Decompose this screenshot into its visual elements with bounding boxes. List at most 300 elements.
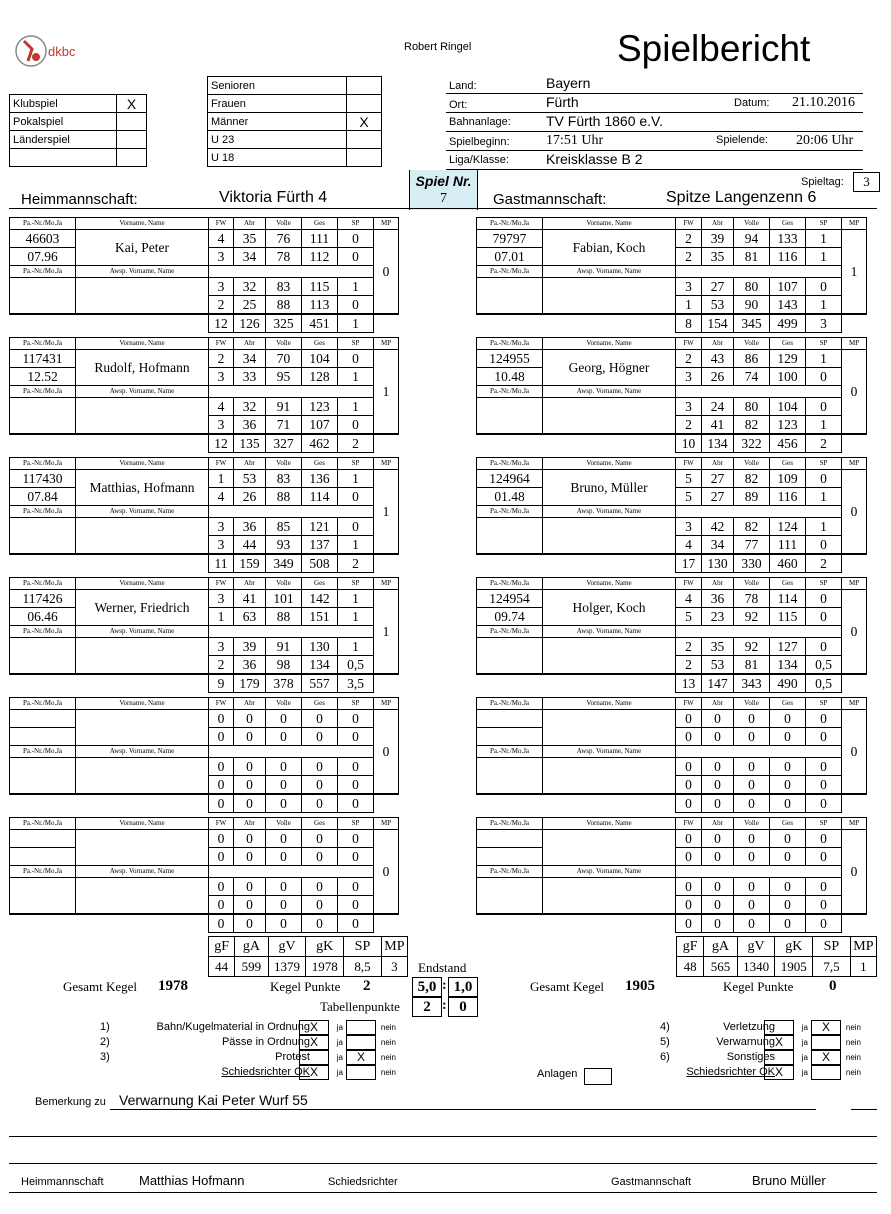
- score-cell[interactable]: 0: [266, 758, 302, 776]
- score-cell[interactable]: 0: [234, 848, 266, 866]
- game-type-mark[interactable]: [117, 149, 147, 167]
- player-mo[interactable]: [477, 728, 543, 746]
- sub-name[interactable]: [543, 638, 676, 675]
- score-cell[interactable]: 0: [676, 848, 702, 866]
- category-mark[interactable]: [347, 149, 382, 167]
- player-mo[interactable]: [10, 728, 76, 746]
- check-nein-box[interactable]: [346, 1035, 376, 1050]
- score-cell[interactable]: 0: [770, 728, 806, 746]
- score-cell[interactable]: 0: [338, 518, 374, 536]
- score-cell[interactable]: 0: [806, 758, 842, 776]
- score-cell[interactable]: 0: [702, 830, 734, 848]
- score-cell[interactable]: 0,5: [806, 656, 842, 675]
- score-cell[interactable]: 0: [806, 470, 842, 488]
- score-cell[interactable]: 0: [302, 728, 338, 746]
- score-cell[interactable]: 0: [676, 896, 702, 915]
- check-nein-box[interactable]: [811, 1065, 841, 1080]
- score-cell[interactable]: 1: [338, 590, 374, 608]
- player-mo[interactable]: 07.84: [10, 488, 76, 506]
- sub-pa[interactable]: [477, 878, 543, 915]
- score-cell[interactable]: 3: [209, 518, 234, 536]
- score-cell[interactable]: 85: [266, 518, 302, 536]
- score-cell[interactable]: 3: [676, 398, 702, 416]
- score-cell[interactable]: 34: [234, 350, 266, 368]
- sub-pa[interactable]: [477, 758, 543, 795]
- score-cell[interactable]: 0: [702, 710, 734, 728]
- score-cell[interactable]: 2: [676, 230, 702, 248]
- score-cell[interactable]: 0: [234, 878, 266, 896]
- score-cell[interactable]: 0: [806, 896, 842, 915]
- player-mp[interactable]: 0: [842, 830, 867, 915]
- player-mp[interactable]: 0: [374, 230, 399, 315]
- player-mp[interactable]: 0: [842, 470, 867, 555]
- score-cell[interactable]: 111: [302, 230, 338, 248]
- player-name[interactable]: [76, 710, 209, 746]
- score-cell[interactable]: 1: [806, 488, 842, 506]
- player-name[interactable]: [76, 830, 209, 866]
- score-cell[interactable]: 1: [338, 536, 374, 555]
- score-cell[interactable]: 0: [676, 830, 702, 848]
- score-cell[interactable]: 93: [266, 536, 302, 555]
- score-cell[interactable]: 0: [676, 710, 702, 728]
- sub-pa[interactable]: [10, 638, 76, 675]
- score-cell[interactable]: 0: [338, 248, 374, 266]
- score-cell[interactable]: 107: [302, 416, 338, 435]
- score-cell[interactable]: 0: [338, 758, 374, 776]
- score-cell[interactable]: 0: [806, 590, 842, 608]
- score-cell[interactable]: 0: [302, 878, 338, 896]
- score-cell[interactable]: 0: [266, 896, 302, 915]
- score-cell[interactable]: 0: [234, 758, 266, 776]
- player-name[interactable]: Fabian, Koch: [543, 230, 676, 266]
- sub-name[interactable]: [76, 638, 209, 675]
- player-pa[interactable]: [10, 710, 76, 728]
- score-cell[interactable]: 43: [702, 350, 734, 368]
- score-cell[interactable]: 128: [302, 368, 338, 386]
- score-cell[interactable]: 137: [302, 536, 338, 555]
- score-cell[interactable]: 109: [770, 470, 806, 488]
- category-mark[interactable]: [347, 77, 382, 95]
- score-cell[interactable]: 134: [770, 656, 806, 675]
- score-cell[interactable]: 0: [806, 536, 842, 555]
- score-cell[interactable]: 0: [806, 776, 842, 795]
- score-cell[interactable]: 23: [702, 608, 734, 626]
- score-cell[interactable]: 91: [266, 638, 302, 656]
- score-cell[interactable]: 36: [234, 656, 266, 675]
- sub-pa[interactable]: [477, 278, 543, 315]
- score-cell[interactable]: 0: [676, 776, 702, 795]
- player-pa[interactable]: 124955: [477, 350, 543, 368]
- player-pa[interactable]: 117431: [10, 350, 76, 368]
- score-cell[interactable]: 0: [734, 896, 770, 915]
- sub-name[interactable]: [76, 398, 209, 435]
- score-cell[interactable]: 0: [770, 878, 806, 896]
- score-cell[interactable]: 27: [702, 278, 734, 296]
- score-cell[interactable]: 0: [209, 728, 234, 746]
- player-mo[interactable]: 09.74: [477, 608, 543, 626]
- score-cell[interactable]: 39: [234, 638, 266, 656]
- score-cell[interactable]: 35: [234, 230, 266, 248]
- player-mp[interactable]: 1: [374, 350, 399, 435]
- score-cell[interactable]: 0: [338, 896, 374, 915]
- player-mp[interactable]: 0: [374, 830, 399, 915]
- check-nein-box[interactable]: X: [346, 1050, 376, 1065]
- score-cell[interactable]: 3: [676, 368, 702, 386]
- score-cell[interactable]: 0: [209, 878, 234, 896]
- check-ja-box[interactable]: [299, 1050, 329, 1065]
- check-nein-box[interactable]: [346, 1065, 376, 1080]
- score-cell[interactable]: 1: [338, 368, 374, 386]
- sub-pa[interactable]: [10, 518, 76, 555]
- score-cell[interactable]: 0: [234, 710, 266, 728]
- sub-pa[interactable]: [477, 638, 543, 675]
- score-cell[interactable]: 35: [702, 638, 734, 656]
- score-cell[interactable]: 121: [302, 518, 338, 536]
- score-cell[interactable]: 0: [338, 848, 374, 866]
- check-ja-box[interactable]: [764, 1050, 794, 1065]
- player-mo[interactable]: [10, 848, 76, 866]
- score-cell[interactable]: 0: [806, 728, 842, 746]
- score-cell[interactable]: 104: [770, 398, 806, 416]
- score-cell[interactable]: 0: [266, 830, 302, 848]
- score-cell[interactable]: 1: [338, 278, 374, 296]
- score-cell[interactable]: 0: [266, 710, 302, 728]
- score-cell[interactable]: 0: [806, 368, 842, 386]
- score-cell[interactable]: 0: [302, 896, 338, 915]
- score-cell[interactable]: 1: [806, 416, 842, 435]
- player-mp[interactable]: 1: [842, 230, 867, 315]
- score-cell[interactable]: 0: [770, 830, 806, 848]
- score-cell[interactable]: 136: [302, 470, 338, 488]
- score-cell[interactable]: 116: [770, 248, 806, 266]
- score-cell[interactable]: 112: [302, 248, 338, 266]
- score-cell[interactable]: 0: [770, 848, 806, 866]
- anlagen-box[interactable]: [584, 1068, 612, 1085]
- player-mo[interactable]: 06.46: [10, 608, 76, 626]
- game-type-mark[interactable]: [117, 113, 147, 131]
- score-cell[interactable]: 0: [702, 896, 734, 915]
- score-cell[interactable]: 2: [209, 656, 234, 675]
- score-cell[interactable]: 0: [266, 728, 302, 746]
- score-cell[interactable]: 0: [806, 710, 842, 728]
- player-pa[interactable]: 124964: [477, 470, 543, 488]
- player-name[interactable]: [543, 710, 676, 746]
- sub-name[interactable]: [76, 758, 209, 795]
- sub-pa[interactable]: [477, 398, 543, 435]
- score-cell[interactable]: 0: [770, 896, 806, 915]
- score-cell[interactable]: 0: [338, 488, 374, 506]
- score-cell[interactable]: 0: [338, 830, 374, 848]
- score-cell[interactable]: 0: [806, 830, 842, 848]
- sub-name[interactable]: [76, 278, 209, 315]
- score-cell[interactable]: 0: [338, 230, 374, 248]
- player-mo[interactable]: 01.48: [477, 488, 543, 506]
- score-cell[interactable]: 2: [676, 248, 702, 266]
- score-cell[interactable]: 5: [676, 608, 702, 626]
- category-mark[interactable]: [347, 131, 382, 149]
- score-cell[interactable]: 82: [734, 416, 770, 435]
- sub-pa[interactable]: [10, 878, 76, 915]
- score-cell[interactable]: 36: [234, 518, 266, 536]
- score-cell[interactable]: 0: [806, 278, 842, 296]
- score-cell[interactable]: 83: [266, 470, 302, 488]
- score-cell[interactable]: 0: [734, 710, 770, 728]
- score-cell[interactable]: 0: [806, 398, 842, 416]
- score-cell[interactable]: 94: [734, 230, 770, 248]
- score-cell[interactable]: 1: [806, 296, 842, 315]
- score-cell[interactable]: 27: [702, 470, 734, 488]
- score-cell[interactable]: 123: [770, 416, 806, 435]
- score-cell[interactable]: 2: [676, 350, 702, 368]
- score-cell[interactable]: 92: [734, 608, 770, 626]
- score-cell[interactable]: 0: [266, 878, 302, 896]
- check-nein-box[interactable]: X: [811, 1050, 841, 1065]
- score-cell[interactable]: 88: [266, 488, 302, 506]
- score-cell[interactable]: 53: [234, 470, 266, 488]
- score-cell[interactable]: 107: [770, 278, 806, 296]
- score-cell[interactable]: 0: [209, 830, 234, 848]
- player-pa[interactable]: 46603: [10, 230, 76, 248]
- score-cell[interactable]: 24: [702, 398, 734, 416]
- score-cell[interactable]: 41: [702, 416, 734, 435]
- score-cell[interactable]: 88: [266, 296, 302, 315]
- score-cell[interactable]: 142: [302, 590, 338, 608]
- score-cell[interactable]: 80: [734, 398, 770, 416]
- score-cell[interactable]: 0: [702, 848, 734, 866]
- score-cell[interactable]: 91: [266, 398, 302, 416]
- score-cell[interactable]: 111: [770, 536, 806, 555]
- score-cell[interactable]: 1: [806, 350, 842, 368]
- player-mp[interactable]: 0: [374, 710, 399, 795]
- score-cell[interactable]: 3: [676, 278, 702, 296]
- player-pa[interactable]: [477, 710, 543, 728]
- score-cell[interactable]: 0: [234, 830, 266, 848]
- player-mo[interactable]: [477, 848, 543, 866]
- score-cell[interactable]: 3: [676, 518, 702, 536]
- player-pa[interactable]: 79797: [477, 230, 543, 248]
- score-cell[interactable]: 0: [770, 710, 806, 728]
- score-cell[interactable]: 0: [302, 830, 338, 848]
- score-cell[interactable]: 0: [266, 848, 302, 866]
- player-mp[interactable]: 0: [842, 350, 867, 435]
- score-cell[interactable]: 0: [806, 878, 842, 896]
- player-mo[interactable]: 07.01: [477, 248, 543, 266]
- player-name[interactable]: Matthias, Hofmann: [76, 470, 209, 506]
- score-cell[interactable]: 116: [770, 488, 806, 506]
- score-cell[interactable]: 4: [209, 398, 234, 416]
- score-cell[interactable]: 2: [209, 350, 234, 368]
- score-cell[interactable]: 0: [734, 848, 770, 866]
- score-cell[interactable]: 1: [338, 398, 374, 416]
- score-cell[interactable]: 130: [302, 638, 338, 656]
- player-name[interactable]: Kai, Peter: [76, 230, 209, 266]
- score-cell[interactable]: 1: [338, 470, 374, 488]
- score-cell[interactable]: 27: [702, 488, 734, 506]
- player-name[interactable]: Georg, Högner: [543, 350, 676, 386]
- score-cell[interactable]: 0: [209, 896, 234, 915]
- score-cell[interactable]: 95: [266, 368, 302, 386]
- check-nein-box[interactable]: X: [811, 1020, 841, 1035]
- score-cell[interactable]: 2: [676, 416, 702, 435]
- sub-pa[interactable]: [477, 518, 543, 555]
- score-cell[interactable]: 3: [209, 536, 234, 555]
- score-cell[interactable]: 143: [770, 296, 806, 315]
- score-cell[interactable]: 0: [734, 776, 770, 795]
- score-cell[interactable]: 1: [209, 470, 234, 488]
- check-ja-box[interactable]: X: [764, 1035, 794, 1050]
- score-cell[interactable]: 2: [209, 296, 234, 315]
- score-cell[interactable]: 86: [734, 350, 770, 368]
- score-cell[interactable]: 0: [302, 776, 338, 795]
- score-cell[interactable]: 114: [302, 488, 338, 506]
- player-mp[interactable]: 0: [842, 710, 867, 795]
- score-cell[interactable]: 133: [770, 230, 806, 248]
- score-cell[interactable]: 81: [734, 656, 770, 675]
- score-cell[interactable]: 44: [234, 536, 266, 555]
- sub-pa[interactable]: [10, 278, 76, 315]
- score-cell[interactable]: 1: [209, 608, 234, 626]
- score-cell[interactable]: 0: [338, 878, 374, 896]
- score-cell[interactable]: 115: [302, 278, 338, 296]
- player-pa[interactable]: [477, 830, 543, 848]
- score-cell[interactable]: 0: [806, 638, 842, 656]
- category-mark[interactable]: X: [347, 113, 382, 131]
- score-cell[interactable]: 0: [234, 896, 266, 915]
- score-cell[interactable]: 1: [338, 608, 374, 626]
- score-cell[interactable]: 3: [209, 368, 234, 386]
- score-cell[interactable]: 0: [770, 776, 806, 795]
- player-name[interactable]: Holger, Koch: [543, 590, 676, 626]
- game-type-mark[interactable]: [117, 131, 147, 149]
- score-cell[interactable]: 90: [734, 296, 770, 315]
- score-cell[interactable]: 0: [209, 848, 234, 866]
- score-cell[interactable]: 92: [734, 638, 770, 656]
- score-cell[interactable]: 53: [702, 656, 734, 675]
- check-nein-box[interactable]: [811, 1035, 841, 1050]
- score-cell[interactable]: 129: [770, 350, 806, 368]
- sub-name[interactable]: [543, 398, 676, 435]
- score-cell[interactable]: 76: [266, 230, 302, 248]
- score-cell[interactable]: 1: [806, 248, 842, 266]
- score-cell[interactable]: 34: [234, 248, 266, 266]
- score-cell[interactable]: 0: [676, 728, 702, 746]
- score-cell[interactable]: 36: [702, 590, 734, 608]
- score-cell[interactable]: 3: [209, 638, 234, 656]
- score-cell[interactable]: 0: [702, 728, 734, 746]
- player-name[interactable]: [543, 830, 676, 866]
- check-ja-box[interactable]: X: [299, 1065, 329, 1080]
- check-ja-box[interactable]: X: [299, 1020, 329, 1035]
- score-cell[interactable]: 78: [734, 590, 770, 608]
- score-cell[interactable]: 36: [234, 416, 266, 435]
- sub-name[interactable]: [76, 878, 209, 915]
- score-cell[interactable]: 4: [676, 536, 702, 555]
- score-cell[interactable]: 0: [234, 776, 266, 795]
- score-cell[interactable]: 0: [702, 776, 734, 795]
- score-cell[interactable]: 1: [806, 230, 842, 248]
- score-cell[interactable]: 32: [234, 398, 266, 416]
- score-cell[interactable]: 71: [266, 416, 302, 435]
- score-cell[interactable]: 134: [302, 656, 338, 675]
- score-cell[interactable]: 0: [734, 830, 770, 848]
- score-cell[interactable]: 0: [302, 710, 338, 728]
- score-cell[interactable]: 0: [734, 758, 770, 776]
- score-cell[interactable]: 3: [209, 416, 234, 435]
- score-cell[interactable]: 0: [338, 416, 374, 435]
- player-pa[interactable]: 124954: [477, 590, 543, 608]
- score-cell[interactable]: 26: [234, 488, 266, 506]
- check-nein-box[interactable]: [346, 1020, 376, 1035]
- score-cell[interactable]: 78: [266, 248, 302, 266]
- score-cell[interactable]: 0: [209, 710, 234, 728]
- score-cell[interactable]: 0: [209, 758, 234, 776]
- score-cell[interactable]: 113: [302, 296, 338, 315]
- score-cell[interactable]: 0: [302, 848, 338, 866]
- player-name[interactable]: Bruno, Müller: [543, 470, 676, 506]
- check-ja-box[interactable]: X: [299, 1035, 329, 1050]
- score-cell[interactable]: 101: [266, 590, 302, 608]
- score-cell[interactable]: 5: [676, 470, 702, 488]
- score-cell[interactable]: 5: [676, 488, 702, 506]
- player-mp[interactable]: 1: [374, 590, 399, 675]
- score-cell[interactable]: 80: [734, 278, 770, 296]
- score-cell[interactable]: 0: [702, 758, 734, 776]
- score-cell[interactable]: 1: [338, 638, 374, 656]
- score-cell[interactable]: 0: [302, 758, 338, 776]
- player-name[interactable]: Werner, Friedrich: [76, 590, 209, 626]
- score-cell[interactable]: 77: [734, 536, 770, 555]
- score-cell[interactable]: 83: [266, 278, 302, 296]
- score-cell[interactable]: 34: [702, 536, 734, 555]
- sub-pa[interactable]: [10, 758, 76, 795]
- player-mo[interactable]: 10.48: [477, 368, 543, 386]
- score-cell[interactable]: 82: [734, 518, 770, 536]
- sub-name[interactable]: [76, 518, 209, 555]
- score-cell[interactable]: 32: [234, 278, 266, 296]
- score-cell[interactable]: 115: [770, 608, 806, 626]
- score-cell[interactable]: 74: [734, 368, 770, 386]
- score-cell[interactable]: 4: [676, 590, 702, 608]
- score-cell[interactable]: 41: [234, 590, 266, 608]
- score-cell[interactable]: 114: [770, 590, 806, 608]
- check-ja-box[interactable]: [764, 1020, 794, 1035]
- score-cell[interactable]: 42: [702, 518, 734, 536]
- score-cell[interactable]: 0: [702, 878, 734, 896]
- sub-name[interactable]: [543, 758, 676, 795]
- score-cell[interactable]: 0,5: [338, 656, 374, 675]
- score-cell[interactable]: 82: [734, 470, 770, 488]
- score-cell[interactable]: 0: [338, 710, 374, 728]
- score-cell[interactable]: 1: [676, 296, 702, 315]
- score-cell[interactable]: 26: [702, 368, 734, 386]
- sub-name[interactable]: [543, 278, 676, 315]
- score-cell[interactable]: 124: [770, 518, 806, 536]
- score-cell[interactable]: 33: [234, 368, 266, 386]
- score-cell[interactable]: 0: [676, 758, 702, 776]
- score-cell[interactable]: 1: [806, 518, 842, 536]
- score-cell[interactable]: 63: [234, 608, 266, 626]
- score-cell[interactable]: 100: [770, 368, 806, 386]
- player-name[interactable]: Rudolf, Hofmann: [76, 350, 209, 386]
- score-cell[interactable]: 0: [338, 296, 374, 315]
- score-cell[interactable]: 3: [209, 590, 234, 608]
- category-mark[interactable]: [347, 95, 382, 113]
- check-ja-box[interactable]: X: [764, 1065, 794, 1080]
- score-cell[interactable]: 81: [734, 248, 770, 266]
- player-pa[interactable]: [10, 830, 76, 848]
- score-cell[interactable]: 98: [266, 656, 302, 675]
- player-mo[interactable]: 12.52: [10, 368, 76, 386]
